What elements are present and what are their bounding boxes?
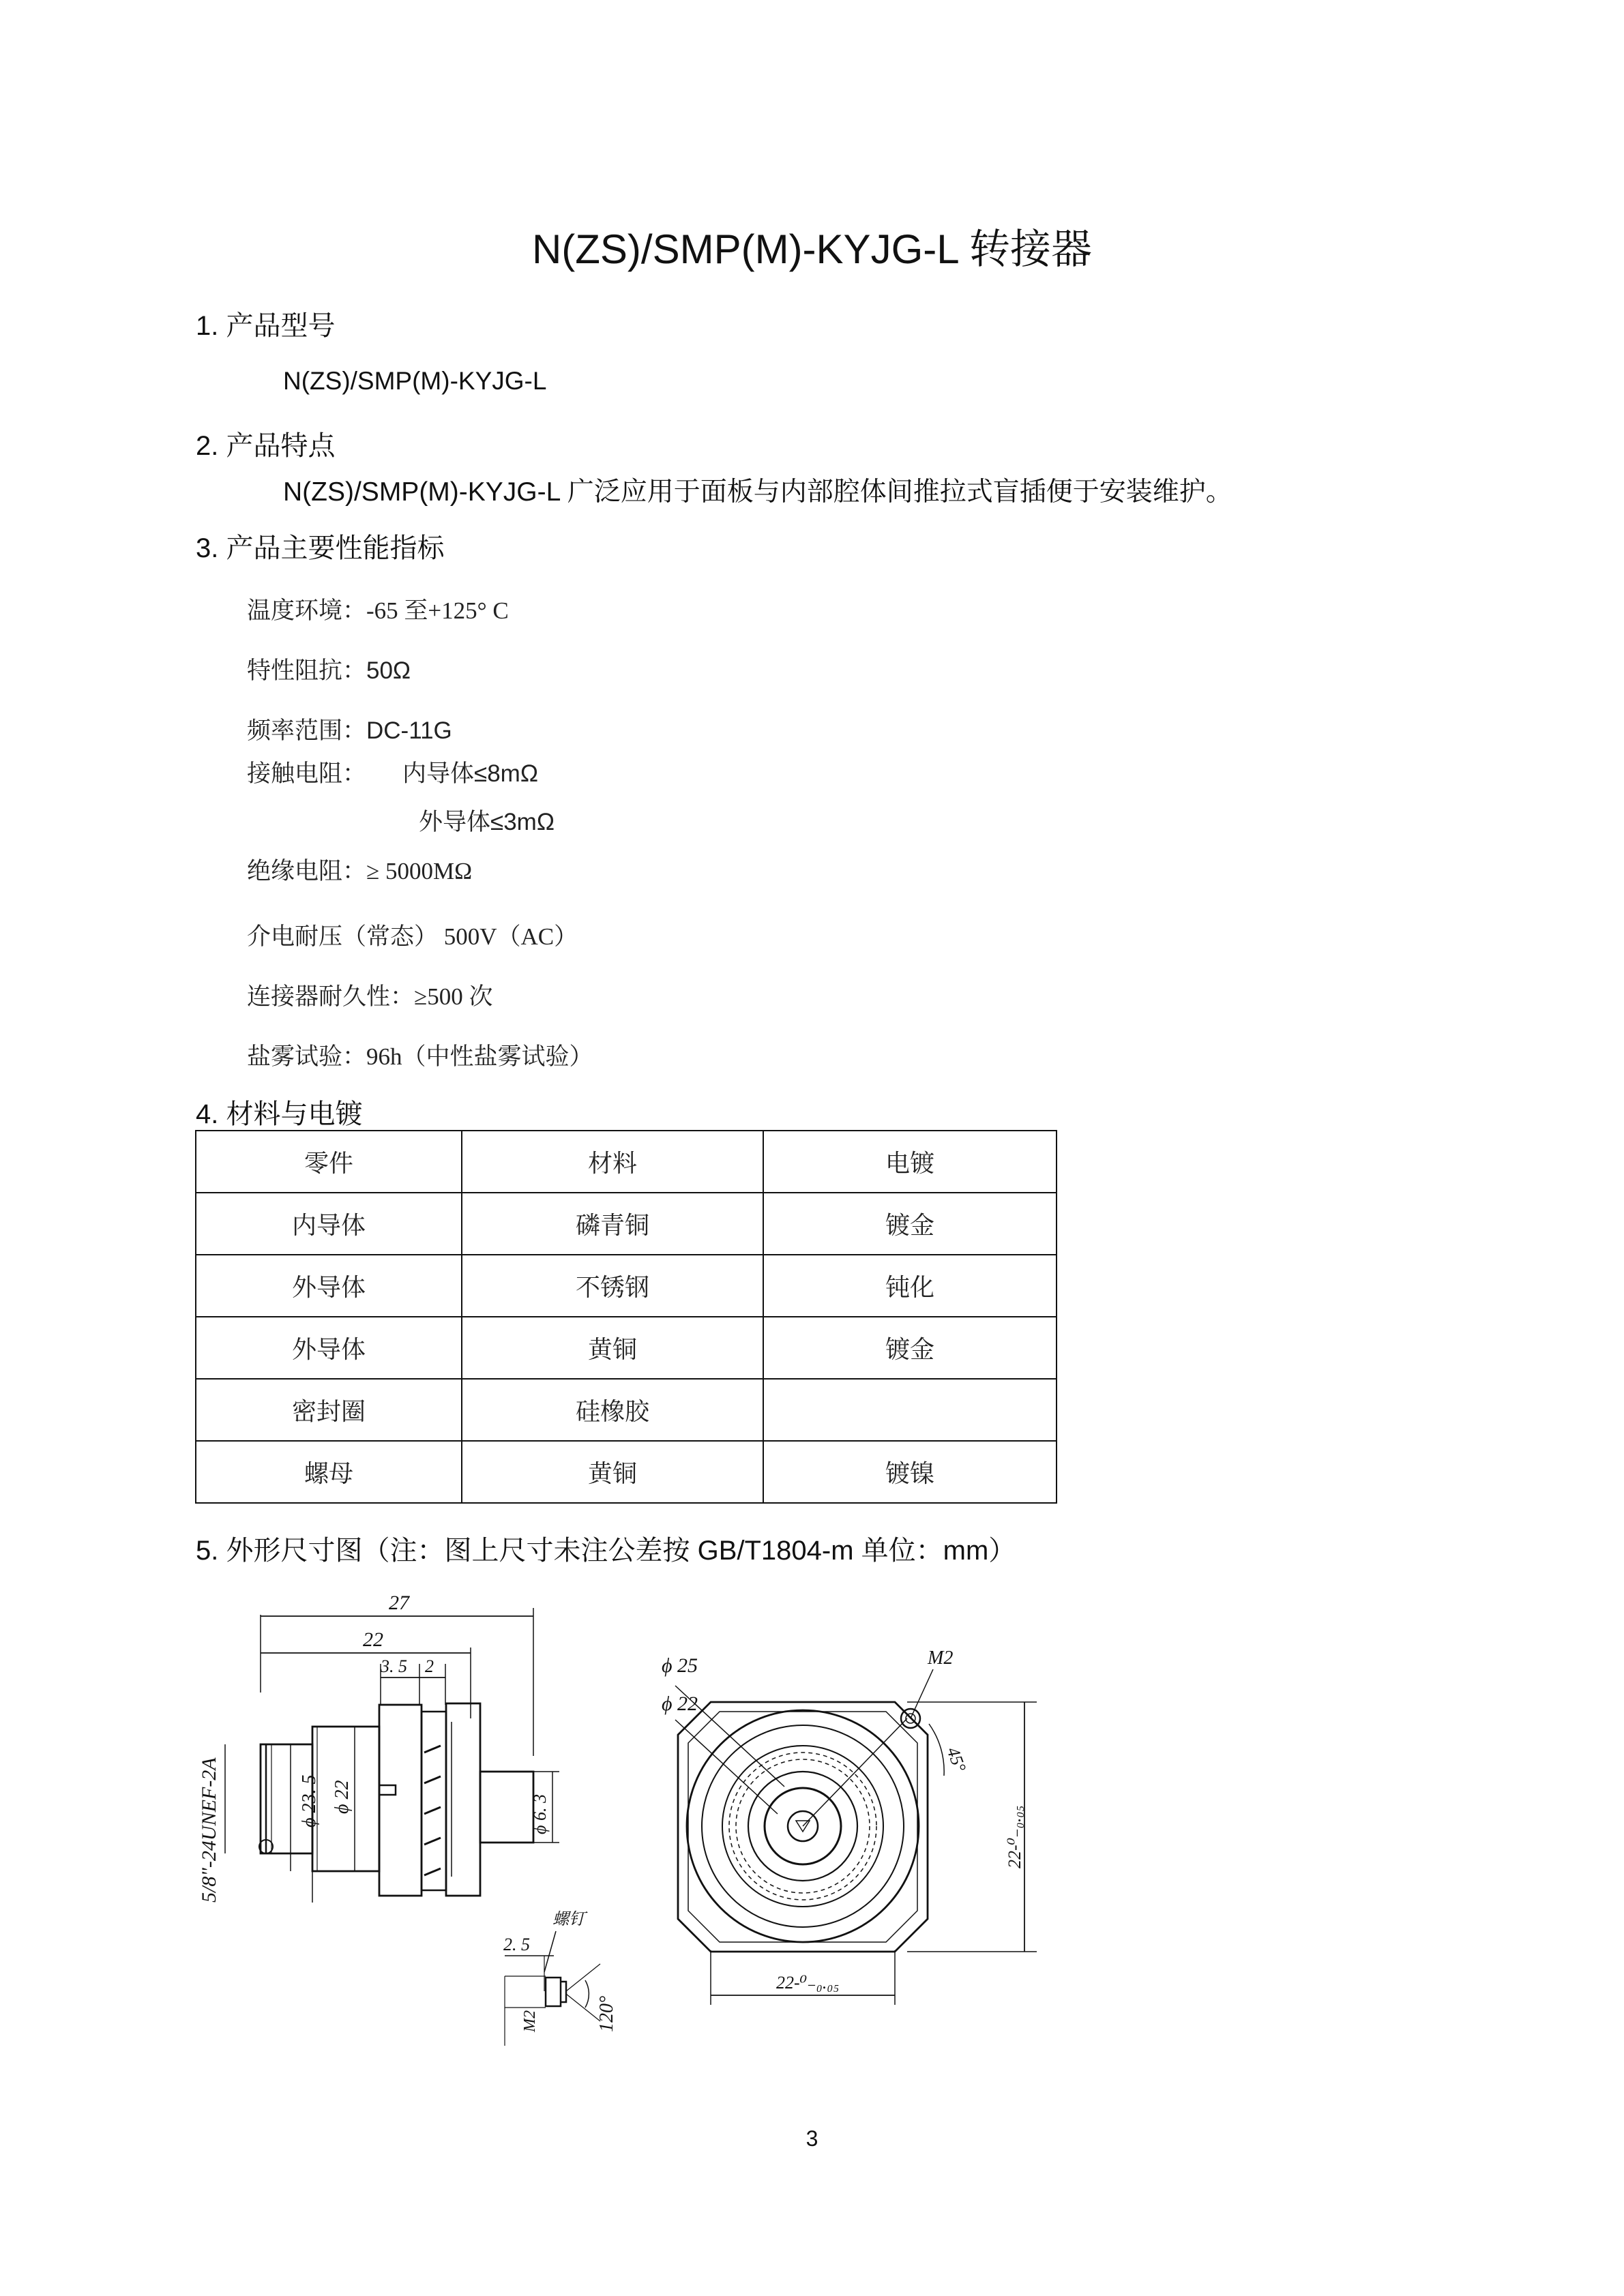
spec-contact-inner: 内导体≤8mΩ	[402, 760, 538, 787]
spec-voltage: 介电耐压（常态） 500V（AC）	[247, 923, 578, 950]
angle-120-label: 120°	[596, 1995, 617, 2032]
table-row	[196, 1317, 1057, 1379]
section-2-heading: 2. 产品特点	[196, 431, 336, 461]
table-row	[196, 1379, 1057, 1441]
dim-3-5-label: 3. 5	[381, 1656, 407, 1676]
square-width-label: 22-⁰₋₀.₀₅	[776, 1973, 840, 1993]
screw-label: 螺钉	[552, 1911, 585, 1928]
dia-22-label: ϕ 22	[331, 1780, 353, 1814]
table-cell: 镀镍	[763, 1441, 1057, 1503]
square-height-label: 22-⁰₋₀.₀₅	[1005, 1805, 1024, 1868]
table-row	[196, 1193, 1057, 1255]
thread-label: 5/8"-24UNEF-2A	[198, 1757, 220, 1903]
table-header-cell: 材料	[462, 1131, 763, 1193]
page-title: N(ZS)/SMP(M)-KYJG-L 转接器	[531, 226, 1093, 272]
front-dia-25-label: ϕ 25	[662, 1654, 698, 1677]
spec-contact-label: 接触电阻：	[247, 760, 367, 787]
table-cell: 镀金	[763, 1193, 1057, 1255]
angle-45-label: 45°	[943, 1744, 971, 1775]
page-number: 3	[806, 2126, 818, 2151]
product-model: N(ZS)/SMP(M)-KYJG-L	[283, 367, 547, 395]
spec-salt-spray: 盐雾试验：96h（中性盐雾试验）	[247, 1043, 593, 1070]
table-cell: 黄铜	[462, 1441, 763, 1503]
spec-durability: 连接器耐久性：≥500 次	[247, 983, 493, 1010]
table-cell: 外导体	[196, 1255, 462, 1317]
table-row	[196, 1441, 1057, 1503]
table-cell: 钝化	[763, 1255, 1057, 1317]
side-view	[198, 1592, 559, 1903]
front-dia-22-label: ϕ 22	[662, 1693, 698, 1715]
spec-frequency: 频率范围：DC-11G	[247, 717, 452, 744]
table-cell: 磷青铜	[462, 1193, 763, 1255]
table-row	[196, 1255, 1057, 1317]
table-cell: 黄铜	[462, 1317, 763, 1379]
section-4-heading: 4. 材料与电镀	[196, 1099, 363, 1129]
dim-2-5-label: 2. 5	[503, 1935, 530, 1954]
table-header-row	[196, 1131, 1057, 1193]
table-cell	[763, 1379, 1057, 1441]
section-3-heading: 3. 产品主要性能指标	[196, 533, 445, 563]
spec-contact-outer: 外导体≤3mΩ	[419, 809, 555, 835]
spec-impedance: 特性阻抗：50Ω	[247, 657, 411, 684]
table-cell: 硅橡胶	[462, 1379, 763, 1441]
section-5-heading: 5. 外形尺寸图（注：图上尺寸未注公差按 GB/T1804-m 单位：mm）	[196, 1536, 1016, 1566]
section-1-heading: 1. 产品型号	[196, 311, 336, 341]
table-cell: 不锈钢	[462, 1255, 763, 1317]
dim-27-label: 27	[389, 1592, 409, 1614]
table-cell: 外导体	[196, 1317, 462, 1379]
front-view	[662, 1648, 1037, 2005]
materials-table	[195, 1130, 1057, 1504]
spec-temperature: 温度环境：-65 至+125° C	[247, 597, 509, 624]
product-features: N(ZS)/SMP(M)-KYJG-L 广泛应用于面板与内部腔体间推拉式盲插便于安装维护。	[283, 477, 1232, 507]
dim-22-label: 22	[363, 1628, 383, 1651]
dimension-drawing	[184, 1582, 1071, 2059]
table-cell: 镀金	[763, 1317, 1057, 1379]
m2-screw-label: M2	[521, 2010, 539, 2032]
table-header-cell: 电镀	[763, 1131, 1057, 1193]
dia-6-3-label: ϕ 6. 3	[530, 1794, 550, 1834]
table-cell: 密封圈	[196, 1379, 462, 1441]
screw-detail	[503, 1910, 617, 2046]
dim-2-label: 2	[425, 1656, 434, 1676]
front-m2-label: M2	[928, 1648, 954, 1669]
table-header-cell: 零件	[196, 1131, 462, 1193]
spec-insulation: 绝缘电阻：≥ 5000MΩ	[247, 858, 473, 884]
table-cell: 内导体	[196, 1193, 462, 1255]
table-cell: 螺母	[196, 1441, 462, 1503]
dia-23-5-label: ϕ 23. 5	[299, 1774, 320, 1828]
